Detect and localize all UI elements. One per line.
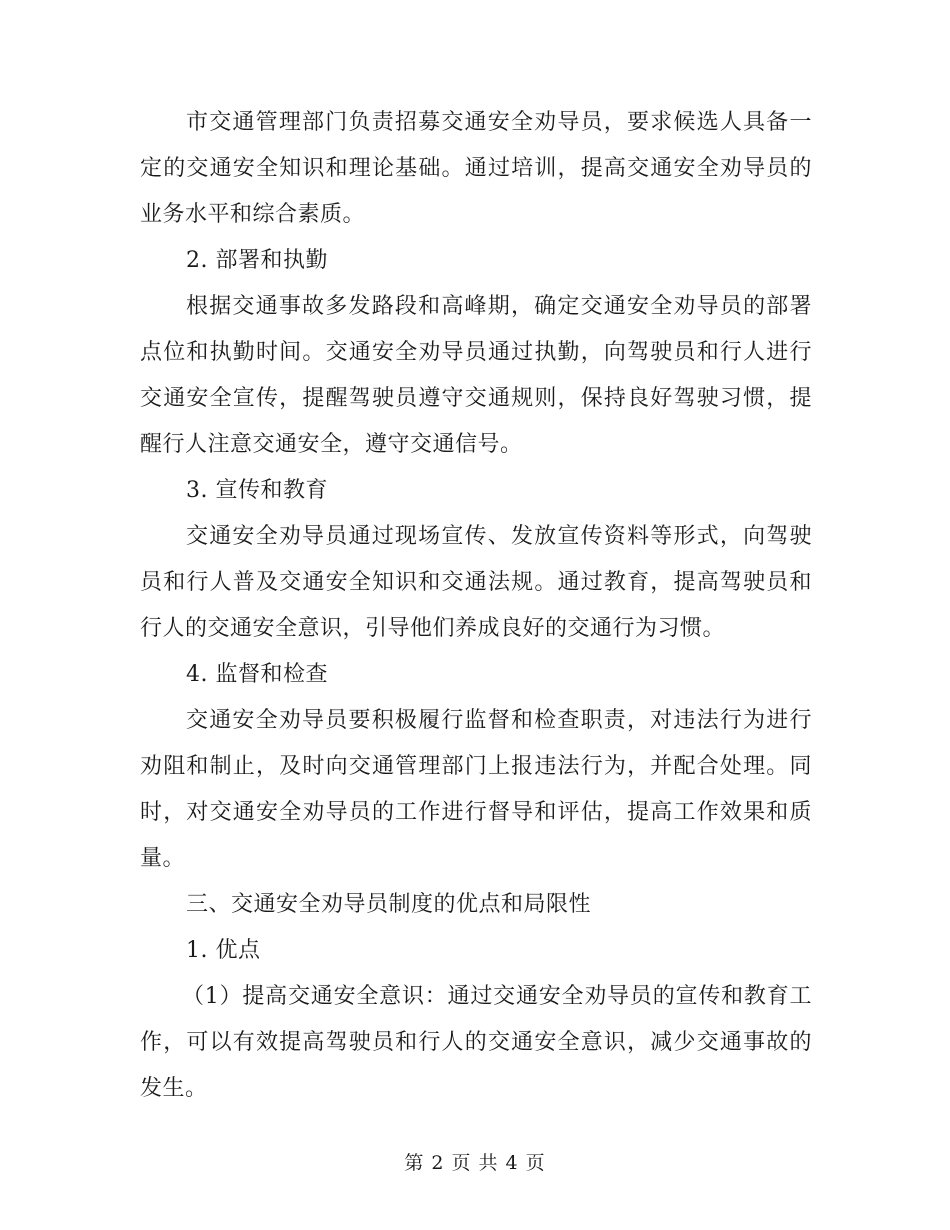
heading-publicity: 3. 宣传和教育 (186, 478, 328, 503)
paragraph-advantage-one: （1）提高交通安全意识：通过交通安全劝导员的宣传和教育工作，可以有效提高驾驶员和行人的交通安全意识，减少交通事故的发生。 (140, 984, 812, 1101)
heading-advantages: 1. 优点 (186, 938, 261, 963)
paragraph-recruitment: 市交通管理部门负责招募交通安全劝导员，要求候选人具备一定的交通安全知识和理论基础。通过培训，提高交通安全劝导员的业务水平和综合素质。 (140, 110, 812, 227)
paragraph-deployment: 根据交通事故多发路段和高峰期，确定交通安全劝导员的部署点位和执勤时间。交通安全劝导员通过执勤，向驾驶员和行人进行交通安全宣传，提醒驾驶员遵守交通规则，保持良好驾驶习惯，提醒行人注意交通安全，遵守交通信号。 (140, 294, 812, 457)
heading-deployment: 2. 部署和执勤 (186, 248, 328, 273)
paragraph-publicity: 交通安全劝导员通过现场宣传、发放宣传资料等形式，向驾驶员和行人普及交通安全知识和交通法规。通过教育，提高驾驶员和行人的交通安全意识，引导他们养成良好的交通行为习惯。 (140, 524, 812, 641)
page-footer: 第 2 页 共 4 页 (404, 1152, 546, 1174)
heading-section-three: 三、交通安全劝导员制度的优点和局限性 (186, 892, 592, 917)
paragraph-supervision: 交通安全劝导员要积极履行监督和检查职责，对违法行为进行劝阻和制止，及时向交通管理部门上报违法行为，并配合处理。同时，对交通安全劝导员的工作进行督导和评估，提高工作效果和质量。 (140, 708, 812, 871)
document-body (140, 100, 812, 1112)
heading-supervision: 4. 监督和检查 (186, 662, 328, 687)
